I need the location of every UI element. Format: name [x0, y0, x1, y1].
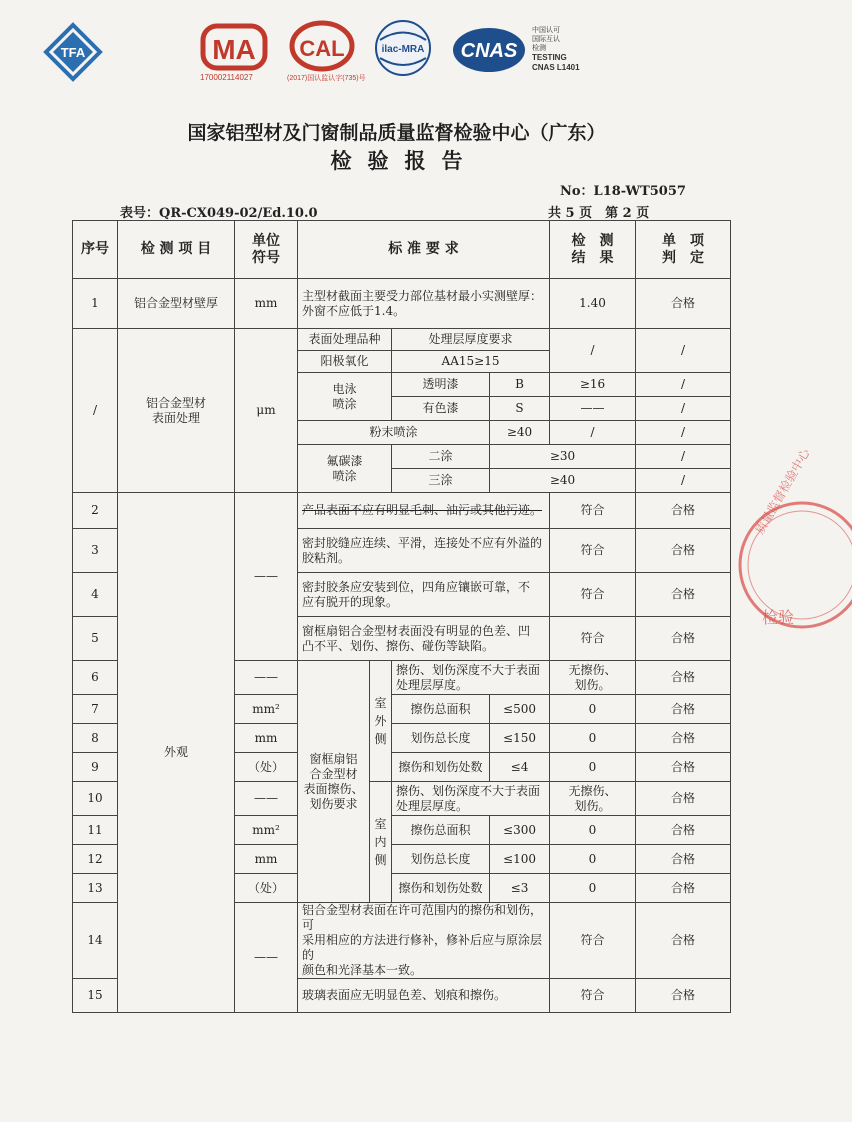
row12-seq: 12 — [73, 845, 118, 874]
surface-subheader-type: 表面处理品种 — [298, 329, 392, 351]
row1-unit: mm — [235, 279, 298, 329]
row6-seq: 6 — [73, 661, 118, 695]
row13-seq: 13 — [73, 874, 118, 903]
row15-result: 符合 — [550, 979, 636, 1013]
scratch-group-label: 窗框扇铝 合金型材 表面擦伤、 划伤要求 — [298, 661, 370, 903]
doc-title: 检验报告 — [330, 148, 479, 173]
row2-result: 符合 — [550, 493, 636, 529]
row3-seq: 3 — [73, 529, 118, 573]
powder-result: / — [550, 421, 636, 445]
row11-seq: 11 — [73, 816, 118, 845]
ma-logo-text: MA — [212, 34, 256, 65]
row9-limit: ≤4 — [490, 753, 550, 782]
fluoro-three-result: / — [636, 469, 731, 493]
row10-requirement: 擦伤、划伤深度不大于表面 处理层厚度。 — [392, 782, 550, 816]
electrophoresis-label: 电泳 喷涂 — [298, 373, 392, 421]
stamp-text-top: 质量监督检验中心 — [752, 446, 813, 537]
stamp-text-side: 检验 — [762, 608, 795, 627]
anodize-label: 阳极氧化 — [298, 351, 392, 373]
table-row — [73, 329, 731, 351]
outside-side-label: 室 外 侧 — [370, 661, 392, 782]
ed-clear-grade: B — [490, 373, 550, 397]
row10-result: 无擦伤、 划伤。 — [550, 782, 636, 816]
row7-limit: ≤500 — [490, 695, 550, 724]
row13-unit: （处） — [235, 874, 298, 903]
row3-result: 符合 — [550, 529, 636, 573]
row7-label: 擦伤总面积 — [392, 695, 490, 724]
row15-verdict: 合格 — [636, 979, 731, 1013]
appearance-item: 外观 — [118, 493, 235, 1013]
row8-result: 0 — [550, 724, 636, 753]
row9-verdict: 合格 — [636, 753, 731, 782]
powder-req: ≥40 — [490, 421, 550, 445]
anodize-verdict: / — [636, 329, 731, 373]
ma-logo — [203, 26, 265, 68]
table-header-row — [73, 221, 731, 279]
row3-verdict: 合格 — [636, 529, 731, 573]
table-row — [73, 279, 731, 329]
header-seq: 序号 — [73, 221, 118, 279]
row6-result: 无擦伤、 划伤。 — [550, 661, 636, 695]
cnas-caption-1: 中国认可 — [532, 27, 560, 34]
row13-verdict: 合格 — [636, 874, 731, 903]
fluoro-two-result: / — [636, 445, 731, 469]
header-verdict: 单 项 判 定 — [636, 221, 731, 279]
cnas-caption-2: 国际互认 — [532, 36, 560, 43]
row15-requirement: 玻璃表面应无明显色差、划痕和擦伤。 — [298, 979, 550, 1013]
org-title: 国家铝型材及门窗制品质量监督检验中心（广东） — [187, 122, 606, 144]
surface-seq: / — [73, 329, 118, 493]
row14-requirement: 铝合金型材表面在许可范围内的擦伤和划伤，可 采用相应的方法进行修补，修补后应与原涂层的 颜色和光泽基本一致。 — [298, 903, 550, 979]
powder-verdict: / — [636, 421, 731, 445]
row2-seq: 2 — [73, 493, 118, 529]
row4-result: 符合 — [550, 573, 636, 617]
row14-verdict: 合格 — [636, 903, 731, 979]
surface-unit: μm — [235, 329, 298, 493]
row4-requirement: 密封胶条应安装到位，四角应镶嵌可靠，不 应有脱开的现象。 — [298, 573, 550, 617]
row8-seq: 8 — [73, 724, 118, 753]
row12-label: 划伤总长度 — [392, 845, 490, 874]
row15-seq: 15 — [73, 979, 118, 1013]
cal-logo — [292, 23, 352, 69]
fluoro-two-label: 二涂 — [392, 445, 490, 469]
ed-color-grade: S — [490, 397, 550, 421]
row14-unit: —— — [235, 903, 298, 1013]
row7-result: 0 — [550, 695, 636, 724]
row5-verdict: 合格 — [636, 617, 731, 661]
logo-row-svg — [0, 0, 793, 100]
fluorocarbon-label: 氟碳漆 喷涂 — [298, 445, 392, 493]
fluoro-three-req: ≥40 — [490, 469, 636, 493]
cal-caption: (2017)国认监认字(735)号 — [287, 75, 366, 82]
row1-item: 铝合金型材壁厚 — [118, 279, 235, 329]
row10-seq: 10 — [73, 782, 118, 816]
header-unit: 单位 符号 — [235, 221, 298, 279]
surface-subheader-thickness: 处理层厚度要求 — [392, 329, 550, 351]
row6-requirement: 擦伤、划伤深度不大于表面 处理层厚度。 — [392, 661, 550, 695]
header-standard: 标 准 要 求 — [298, 221, 550, 279]
surface-item: 铝合金型材 表面处理 — [118, 329, 235, 493]
cnas-caption-3: 检测 — [532, 45, 546, 52]
fluoro-two-req: ≥30 — [490, 445, 636, 469]
row10-verdict: 合格 — [636, 782, 731, 816]
row2-requirement: 产品表面不应有明显毛刺、油污或其他污迹。 — [298, 493, 550, 529]
appearance-unit-dash: —— — [235, 493, 298, 661]
row12-limit: ≤100 — [490, 845, 550, 874]
row10-unit: —— — [235, 782, 298, 816]
row6-unit: —— — [235, 661, 298, 695]
row11-result: 0 — [550, 816, 636, 845]
report-number: No：L18-WT5057 — [560, 184, 686, 199]
anodize-result: / — [550, 329, 636, 373]
powder-label: 粉末喷涂 — [298, 421, 490, 445]
ed-clear-result: / — [636, 373, 731, 397]
fluoro-three-label: 三涂 — [392, 469, 490, 493]
row9-seq: 9 — [73, 753, 118, 782]
ilac-mra-logo — [376, 21, 430, 75]
row9-result: 0 — [550, 753, 636, 782]
row7-seq: 7 — [73, 695, 118, 724]
table-row — [73, 493, 731, 529]
page-info: 共 5 页 第 2 页 — [548, 206, 650, 221]
inside-side-label: 室 内 侧 — [370, 782, 392, 903]
row9-label: 擦伤和划伤处数 — [392, 753, 490, 782]
row5-seq: 5 — [73, 617, 118, 661]
tfa-logo — [46, 25, 100, 79]
ma-number: 170002114027 — [200, 73, 253, 82]
ed-color-result: / — [636, 397, 731, 421]
row14-result: 符合 — [550, 903, 636, 979]
inspection-table — [72, 220, 731, 1013]
row1-verdict: 合格 — [636, 279, 731, 329]
cnas-logo-text: CNAS — [460, 40, 518, 62]
row8-verdict: 合格 — [636, 724, 731, 753]
row8-label: 划伤总长度 — [392, 724, 490, 753]
cnas-caption — [532, 26, 580, 73]
row14-seq: 14 — [73, 903, 118, 979]
row1-requirement: 主型材截面主要受力部位基材最小实测壁厚： 外窗不应低于1.4。 — [298, 279, 550, 329]
row2-verdict: 合格 — [636, 493, 731, 529]
row7-verdict: 合格 — [636, 695, 731, 724]
row13-label: 擦伤和划伤处数 — [392, 874, 490, 903]
row11-label: 擦伤总面积 — [392, 816, 490, 845]
row3-requirement: 密封胶缝应连续、平滑，连接处不应有外溢的 胶粘剂。 — [298, 529, 550, 573]
row1-seq: 1 — [73, 279, 118, 329]
cal-logo-text: CAL — [299, 36, 345, 61]
row11-verdict: 合格 — [636, 816, 731, 845]
row12-result: 0 — [550, 845, 636, 874]
cnas-caption-4: TESTING — [532, 53, 567, 62]
row11-unit: mm² — [235, 816, 298, 845]
row12-unit: mm — [235, 845, 298, 874]
row11-limit: ≤300 — [490, 816, 550, 845]
inspection-stamp — [732, 446, 852, 635]
anodize-req: AA15≥15 — [392, 351, 550, 373]
row4-seq: 4 — [73, 573, 118, 617]
row4-verdict: 合格 — [636, 573, 731, 617]
tfa-logo-text: TFA — [60, 45, 86, 60]
row13-limit: ≤3 — [490, 874, 550, 903]
ed-color-req: —— — [550, 397, 636, 421]
certification-logos — [0, 0, 793, 100]
form-number: 表号：QR-CX049-02/Ed.10.0 — [120, 206, 318, 221]
cnas-logo — [453, 28, 525, 72]
row8-unit: mm — [235, 724, 298, 753]
ed-color-label: 有色漆 — [392, 397, 490, 421]
row13-result: 0 — [550, 874, 636, 903]
ed-clear-label: 透明漆 — [392, 373, 490, 397]
row7-unit: mm² — [235, 695, 298, 724]
row5-requirement: 窗框扇铝合金型材表面没有明显的色差、凹 凸不平、划伤、擦伤、碰伤等缺陷。 — [298, 617, 550, 661]
row1-result: 1.40 — [550, 279, 636, 329]
row6-verdict: 合格 — [636, 661, 731, 695]
row12-verdict: 合格 — [636, 845, 731, 874]
row5-result: 符合 — [550, 617, 636, 661]
cnas-caption-5: CNAS L1401 — [532, 63, 580, 72]
row8-limit: ≤150 — [490, 724, 550, 753]
header-item: 检 测 项 目 — [118, 221, 235, 279]
row9-unit: （处） — [235, 753, 298, 782]
ed-clear-req: ≥16 — [550, 373, 636, 397]
header-result: 检 测 结 果 — [550, 221, 636, 279]
ilac-logo-text: ilac-MRA — [381, 44, 425, 55]
